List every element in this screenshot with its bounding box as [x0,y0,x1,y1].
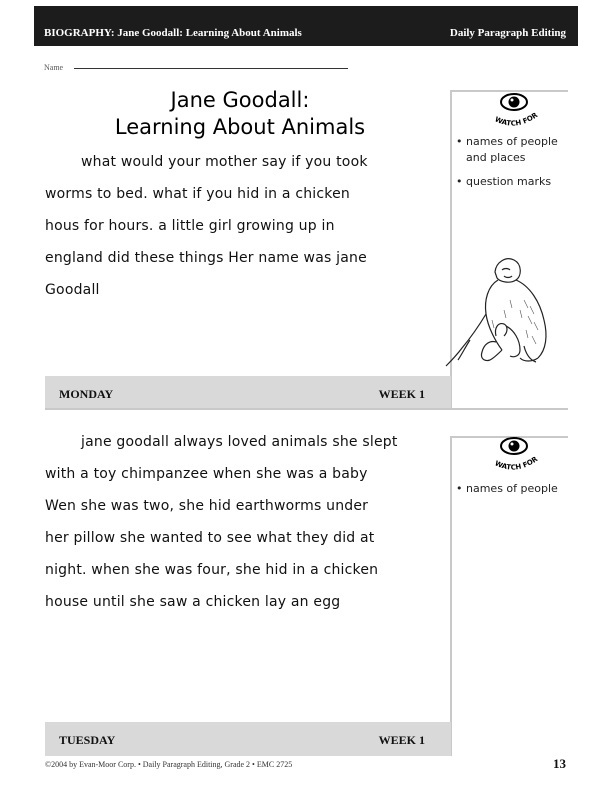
page-title-line-2: Learning About Animals [114,115,366,139]
tuesday-footer-bar [45,722,451,756]
day-label: MONDAY [59,387,114,401]
page-title-line-1: Jane Goodall: [170,88,310,112]
watch-for-label: WATCH FOR [493,455,540,472]
header-topic: BIOGRAPHY: Jane Goodall: Learning About Animals [44,27,302,39]
list-item: • names of people [456,135,558,148]
paragraph-line: Wen she was two, she hid earthworms under [45,498,369,514]
eye-icon [484,90,544,128]
svg-text:WATCH FOR [494,111,540,128]
week-label: WEEK 1 [378,733,425,747]
header-bar [34,6,578,46]
monday-watch-list [456,134,558,190]
name-label: Name [44,63,64,72]
list-item: and places [466,151,526,164]
list-item: • question marks [456,175,552,188]
paragraph-line: what would your mother say if you took [81,154,368,170]
paragraph-line: house until she saw a chicken lay an egg [45,594,341,610]
paragraph-line: hous for hours. a little girl growing up in [45,218,335,234]
divider [45,408,568,410]
paragraph-line: Goodall [45,282,100,298]
week-label: WEEK 1 [378,387,425,401]
watch-for-label: WATCH FOR [493,111,540,128]
day-label: TUESDAY [59,733,116,747]
svg-text:WATCH FOR [494,455,540,472]
list-item: • names of people [456,482,558,495]
copyright-footer: ©2004 by Evan-Moor Corp. • Daily Paragraph Editing, Grade 2 • EMC 2725 [45,760,293,769]
paragraph-line: with a toy chimpanzee when she was a baby [45,466,368,482]
monday-footer-bar [45,376,451,410]
header-series: Daily Paragraph Editing [449,27,566,39]
paragraph-line: england did these things Her name was jane [45,250,367,266]
paragraph-line: night. when she was four, she hid in a chicken [45,562,379,578]
chimpanzee-illustration [440,250,560,372]
paragraph-line: worms to bed. what if you hid in a chicken [45,186,350,202]
name-line [74,68,348,69]
paragraph-line: jane goodall always loved animals she slept [81,434,398,450]
eye-icon [484,434,544,472]
paragraph-line: her pillow she wanted to see what they did at [45,530,375,546]
tuesday-watch-list [456,481,558,497]
page-number: 13 [553,756,566,771]
sidebar-divider-bottom [450,436,452,756]
